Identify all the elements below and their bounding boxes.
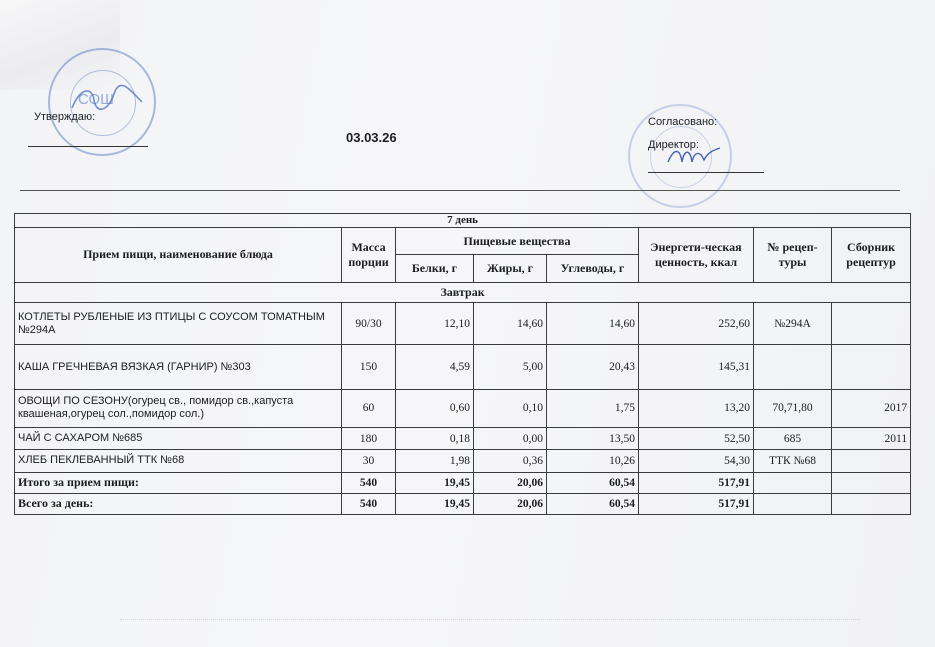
dish-name: ЧАЙ С САХАРОМ №685 <box>15 428 342 450</box>
approve-label: Утверждаю: <box>34 111 96 123</box>
director-signature-icon <box>664 142 724 172</box>
header-rule <box>20 190 900 191</box>
dish-protein: 0,60 <box>396 389 474 427</box>
dish-carbs: 20,43 <box>547 345 639 390</box>
dish-protein: 12,10 <box>396 302 474 344</box>
dish-fat: 0,10 <box>474 389 547 427</box>
dish-recipe: ТТК №68 <box>754 450 832 472</box>
table-row <box>15 389 911 427</box>
day-total-fat: 20,06 <box>474 493 547 514</box>
dish-carbs: 13,50 <box>547 428 639 450</box>
bleed-through-line <box>120 619 860 620</box>
menu-table <box>14 213 911 515</box>
dish-protein: 1,98 <box>396 450 474 472</box>
table-row <box>15 428 911 450</box>
agreed-label: Согласовано: <box>648 116 718 128</box>
col-collection: Сборник рецептур <box>832 227 911 282</box>
day-total-carbs: 60,54 <box>547 493 639 514</box>
meal-total-collection <box>832 472 911 493</box>
dish-mass: 150 <box>342 345 396 390</box>
dish-protein: 4,59 <box>396 345 474 390</box>
day-total-row <box>15 493 911 514</box>
meal-total-energy: 517,91 <box>639 472 754 493</box>
meal-total-mass: 540 <box>342 472 396 493</box>
dish-collection <box>832 302 911 344</box>
dish-recipe <box>754 345 832 390</box>
seal-text: СОШ <box>78 91 114 108</box>
dish-collection <box>832 345 911 390</box>
table-row <box>15 450 911 472</box>
day-total-recipe <box>754 493 832 514</box>
table-row <box>15 302 911 344</box>
dish-name: ХЛЕБ ПЕКЛЕВАННЫЙ ТТК №68 <box>15 450 342 472</box>
meal-total-carbs: 60,54 <box>547 472 639 493</box>
director-label: Директор: <box>648 139 699 151</box>
dish-energy: 52,50 <box>639 428 754 450</box>
dish-collection: 2011 <box>832 428 911 450</box>
col-fat: Жиры, г <box>474 255 547 283</box>
col-protein: Белки, г <box>396 255 474 283</box>
day-title: 7 день <box>15 214 911 228</box>
meal-section-title: Завтрак <box>15 282 911 302</box>
dish-energy: 145,31 <box>639 345 754 390</box>
meal-section-row <box>15 282 911 302</box>
dish-energy: 13,20 <box>639 389 754 427</box>
day-title-row <box>15 214 911 228</box>
dish-recipe: №294А <box>754 302 832 344</box>
meal-total-label: Итого за прием пищи: <box>15 472 342 493</box>
col-meal-name: Прием пищи, наименование блюда <box>15 227 342 282</box>
dish-fat: 0,00 <box>474 428 547 450</box>
day-total-mass: 540 <box>342 493 396 514</box>
day-total-collection <box>832 493 911 514</box>
dish-mass: 60 <box>342 389 396 427</box>
col-recipe-no: № рецеп-туры <box>754 227 832 282</box>
meal-total-recipe <box>754 472 832 493</box>
dish-name: ОВОЩИ ПО СЕЗОНУ(огурец св., помидор св.,капуста квашеная,огурец сол.,помидор сол.) <box>15 389 342 427</box>
dish-mass: 180 <box>342 428 396 450</box>
day-total-protein: 19,45 <box>396 493 474 514</box>
day-total-energy: 517,91 <box>639 493 754 514</box>
meal-total-fat: 20,06 <box>474 472 547 493</box>
dish-energy: 54,30 <box>639 450 754 472</box>
dish-name: КОТЛЕТЫ РУБЛЕНЫЕ ИЗ ПТИЦЫ С СОУСОМ ТОМАТНЫМ №294А <box>15 302 342 344</box>
col-energy: Энергети-ческая ценность, ккал <box>639 227 754 282</box>
approve-signature-line <box>28 146 148 147</box>
dish-collection <box>832 450 911 472</box>
dish-fat: 0,36 <box>474 450 547 472</box>
dish-fat: 14,60 <box>474 302 547 344</box>
dish-fat: 5,00 <box>474 345 547 390</box>
day-total-label: Всего за день: <box>15 493 342 514</box>
dish-carbs: 1,75 <box>547 389 639 427</box>
school-seal-left <box>48 48 156 156</box>
meal-total-protein: 19,45 <box>396 472 474 493</box>
director-signature-line <box>648 172 764 173</box>
dish-energy: 252,60 <box>639 302 754 344</box>
col-mass: Масса порции <box>342 227 396 282</box>
col-nutrients: Пищевые вещества <box>396 227 639 255</box>
col-carbs: Углеводы, г <box>547 255 639 283</box>
dish-carbs: 14,60 <box>547 302 639 344</box>
dish-protein: 0,18 <box>396 428 474 450</box>
dish-carbs: 10,26 <box>547 450 639 472</box>
meal-total-row <box>15 472 911 493</box>
dish-recipe: 70,71,80 <box>754 389 832 427</box>
dish-mass: 30 <box>342 450 396 472</box>
header-row-1 <box>15 227 911 255</box>
dish-mass: 90/30 <box>342 302 396 344</box>
dish-recipe: 685 <box>754 428 832 450</box>
menu-date: 03.03.26 <box>346 130 397 145</box>
dish-collection: 2017 <box>832 389 911 427</box>
table-row <box>15 345 911 390</box>
dish-name: КАША ГРЕЧНЕВАЯ ВЯЗКАЯ (ГАРНИР) №303 <box>15 345 342 390</box>
